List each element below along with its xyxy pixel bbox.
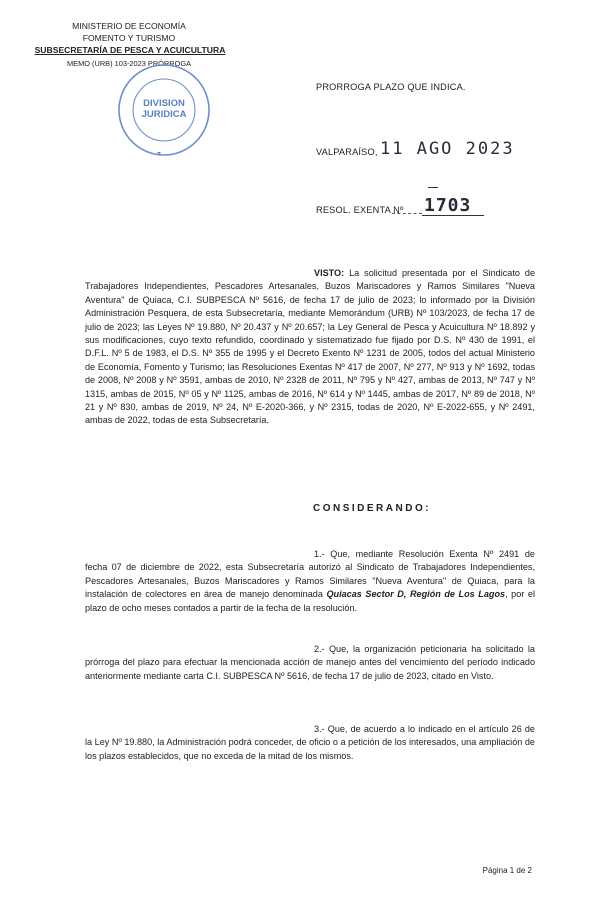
considerando-1-post: , por el plazo de ocho meses contados a partir de la fecha de la resolución.: [85, 589, 535, 613]
resolution-label: RESOL. EXENTA Nº: [316, 205, 404, 215]
considerando-1-bold: Quiacas Sector D, Región de Los Lagos: [326, 589, 506, 600]
ministry-line-1: MINISTERIO DE ECONOMÍA: [72, 21, 186, 31]
visto-label: VISTO:: [314, 268, 345, 278]
visto-text: La solicitud presentada por el Sindicato de Trabajadores Independientes, Pescadores Artesanales, Buzos Mariscadores y Ramos Similares "Nueva Aventura" de Quiaca, C.I. SUBPESCA Nº 5616, de fecha 17 de julio de 2023; lo informado por la División Administración Pesquera, de esta Subsecretaría, mediante Memorándum (URB) Nº 103/2023, de fecha 17 de julio de 2023; las Leyes Nº 19.880, Nº 20.437 y Nº 20.657; la Ley General de Pesca y Acuicultura Nº 18.892 y sus modificaciones, cuyo texto refundido, coordinado y sistematizado fue fijado por D.S. Nº 430 de 1991, el D.F.L. Nº 5 de 1983, el D.S. Nº 355 de 1995 y el Decreto Exento Nº 1231 de 2005, todos del actual Ministerio de Economía, Fomento y Turismo; las Resoluciones Exentas Nº 417 de 2007, Nº 277, Nº 913 y Nº 1692, todas de 2008, Nº 2008 y Nº 3591, ambas de 2010, Nº 2328 de 2011, Nº 795 y Nº 427, ambas de 2013, Nº 747 y Nº 1315, ambas de 2015, Nº 05 y Nº 1125, ambas de 2016, Nº 614 y Nº 1445, ambas de 2017, Nº 89 de 2018, Nº 21 y Nº 830, ambas de 2019, Nº 24, Nº E-2020-366, y Nº 2315, todas de 2020, Nº E-2022-655, y Nº 2491, ambas de 2022, todas de esta Subsecretaría.: [85, 268, 535, 426]
subsecretaria-title: SUBSECRETARÍA DE PESCA Y ACUICULTURA: [34, 45, 226, 55]
place-label: VALPARAÍSO,: [316, 147, 378, 157]
handwritten-date: 11 AGO 2023: [380, 139, 515, 159]
considerando-3: 3.- Que, de acuerdo a lo indicado en el artículo 26 de la Ley Nº 19.880, la Administración podrá conceder, de oficio o a petición de los interesados, una ampliación de los plazos establecidos, que no exceda de la mitad de los mismos.: [85, 724, 535, 761]
dash-mark: [428, 187, 438, 188]
stamp-center-line-2: JURIDICA: [141, 109, 187, 120]
resolution-dash-line: [392, 213, 422, 214]
memo-reference: MEMO (URB) 103-2023 PRÓRROGA: [66, 59, 192, 68]
division-juridica-stamp: [114, 60, 214, 160]
resolution-underline: [422, 215, 484, 216]
document-subject: PRORROGA PLAZO QUE INDICA.: [316, 82, 466, 92]
considerando-2: 2.- Que, la organización peticionaria ha solicitado la prórroga del plazo para efectuar la mencionada acción de manejo antes del vencimiento del período indicado anteriormente mediante carta C.I. SUBPESCA Nº 5616, de fecha 17 de julio de 2023, citado en Visto.: [85, 644, 535, 681]
stamp-center-line-1: DIVISION: [143, 98, 185, 109]
considerando-1-pre: 1.- Que, mediante Resolución Exenta Nº 2491 de fecha 07 de diciembre de 2022, esta Subsecretaría autorizó al Sindicato de Trabajadores Independientes, Pescadores Artesanales, Buzos Mariscadores y Ramos Similares "Nueva Aventura" de Quiaca, para la instalación de colectores en área de manejo denominada: [85, 549, 535, 600]
visto-paragraph: [85, 267, 535, 428]
considerando-1: [85, 548, 535, 615]
resolution-number: 1703: [424, 195, 472, 216]
page-number-footer: Página 1 de 2: [482, 866, 532, 875]
ministry-line-2: FOMENTO Y TURISMO: [82, 33, 176, 43]
considerando-heading: CONSIDERANDO:: [313, 503, 432, 514]
